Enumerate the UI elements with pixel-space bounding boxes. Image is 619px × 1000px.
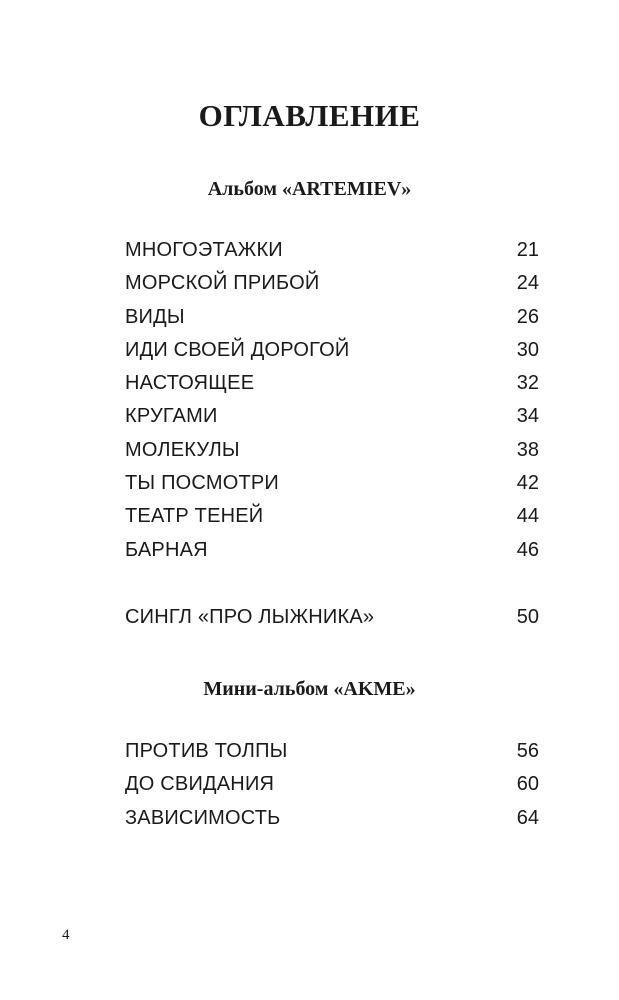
toc-entry-page: 24 <box>516 272 539 295</box>
toc-entry-title: МОРСКОЙ ПРИБОЙ <box>125 272 320 295</box>
toc-entry[interactable] <box>125 601 539 634</box>
toc-entry-page: 30 <box>516 338 539 361</box>
section-heading-album-artemiev: Альбом «ARTEMIEV» <box>207 178 412 200</box>
toc-entry[interactable] <box>125 500 539 533</box>
page-number: 4 <box>62 927 70 943</box>
toc-list-album-artemiev <box>125 234 539 567</box>
toc-entry[interactable] <box>125 735 539 768</box>
toc-entry-title: БАРНАЯ <box>125 538 208 561</box>
toc-entry-page: 26 <box>516 305 539 328</box>
toc-entry[interactable] <box>125 467 539 500</box>
toc-entry-page: 60 <box>516 773 539 796</box>
toc-entry-title: ПРОТИВ ТОЛПЫ <box>125 740 288 762</box>
toc-entry-title: ТЫ ПОСМОТРИ <box>125 472 279 495</box>
toc-entry[interactable] <box>125 334 539 367</box>
toc-entry-page: 42 <box>516 472 539 495</box>
toc-entry-page: 56 <box>516 740 539 762</box>
toc-entry[interactable] <box>125 367 539 400</box>
toc-entry-page: 34 <box>516 405 539 428</box>
toc-entry[interactable] <box>125 234 539 267</box>
toc-entry[interactable] <box>125 768 539 801</box>
toc-entry-title: СИНГЛ «ПРО ЛЫЖНИКА» <box>125 606 375 628</box>
toc-entry-page: 64 <box>516 806 539 829</box>
toc-list-single <box>125 601 539 634</box>
toc-entry-page: 50 <box>516 606 539 628</box>
toc-entry-page: 38 <box>516 438 539 461</box>
toc-entry-title: КРУГАМИ <box>125 405 218 428</box>
toc-entry[interactable] <box>125 400 539 433</box>
toc-entry-page: 32 <box>516 372 539 395</box>
toc-entry-title: ДО СВИДАНИЯ <box>125 773 275 796</box>
toc-entry-title: ВИДЫ <box>125 305 185 328</box>
toc-entry[interactable] <box>125 802 539 835</box>
toc-entry-title: МОЛЕКУЛЫ <box>125 438 240 461</box>
toc-entry[interactable] <box>125 301 539 334</box>
page-title: ОГЛАВЛЕНИЕ <box>198 98 421 133</box>
toc-entry[interactable] <box>125 534 539 567</box>
section-heading-mini-album-akme: Мини-альбом «AKME» <box>203 678 416 700</box>
toc-entry-title: ИДИ СВОЕЙ ДОРОГОЙ <box>125 338 350 361</box>
toc-entry-title: МНОГОЭТАЖКИ <box>125 239 283 261</box>
toc-entry-page: 46 <box>516 538 539 561</box>
toc-entry[interactable] <box>125 434 539 467</box>
toc-list-mini-album-akme <box>125 735 539 835</box>
toc-entry-title: ТЕАТР ТЕНЕЙ <box>125 505 264 528</box>
toc-entry-title: НАСТОЯЩЕЕ <box>125 372 255 395</box>
toc-entry[interactable] <box>125 267 539 300</box>
toc-entry-page: 44 <box>516 505 539 528</box>
toc-entry-title: ЗАВИСИМОСТЬ <box>125 806 281 829</box>
toc-entry-page: 21 <box>516 239 539 261</box>
